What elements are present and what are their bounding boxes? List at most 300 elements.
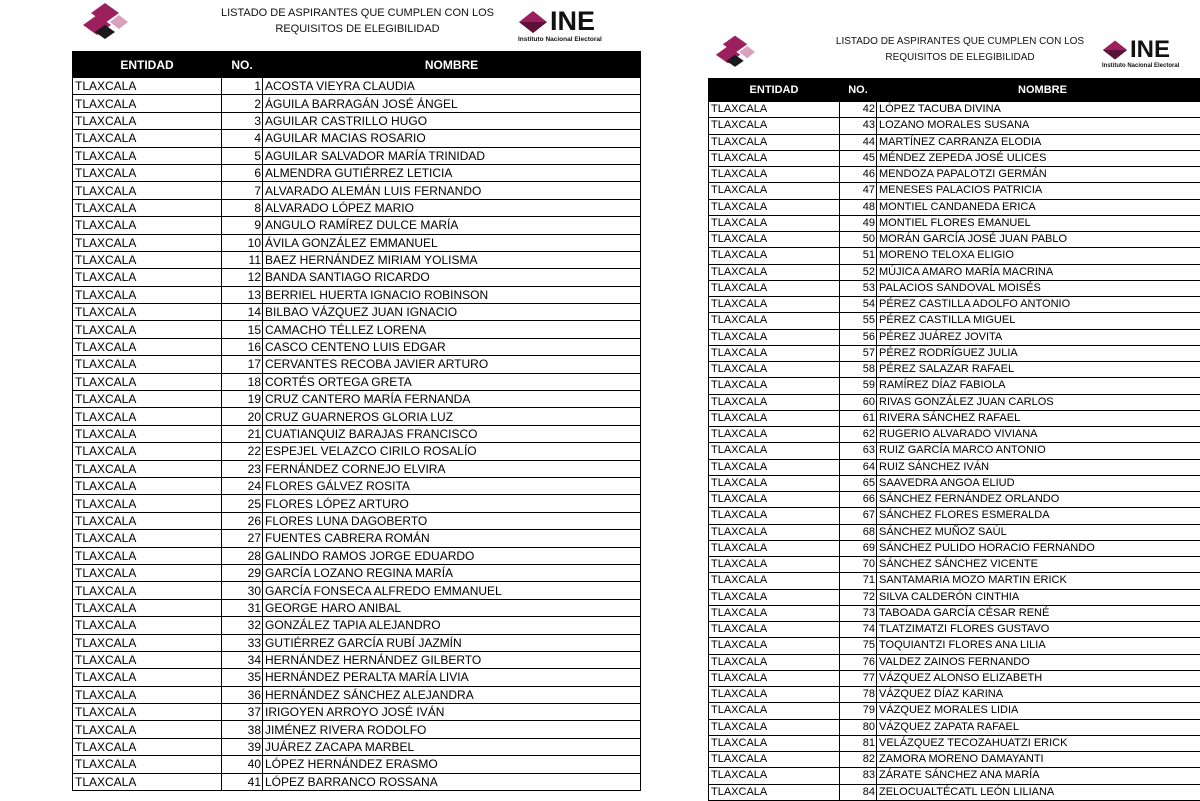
ine-wordmark: INE [1130,38,1170,62]
table-row [73,704,641,721]
table-row [709,654,1200,670]
cell-entidad: TLAXCALA [73,217,222,234]
cell-entidad: TLAXCALA [709,752,840,768]
ine-diamond-icon [518,11,548,33]
table-row [709,752,1200,768]
table-row [73,78,641,95]
cell-nombre: AGUILAR CASTRILLO HUGO [263,112,641,129]
cell-entidad: TLAXCALA [73,686,222,703]
cell-entidad: TLAXCALA [709,540,840,556]
table-row [709,118,1200,134]
document-title-line2: REQUISITOS DE ELEGIBILIDAD [205,21,510,37]
table-row [73,217,641,234]
cell-no: 83 [840,768,877,784]
cell-entidad: TLAXCALA [709,703,840,719]
cell-no: 8 [222,199,263,216]
table-row [73,738,641,755]
cell-entidad: TLAXCALA [73,495,222,512]
cell-no: 34 [222,651,263,668]
cell-no: 81 [840,735,877,751]
cell-nombre: ESPEJEL VELAZCO CIRILO ROSALÍO [263,443,641,460]
cell-nombre: PÉREZ SALAZAR RAFAEL [877,362,1200,378]
cell-nombre: PÉREZ RODRÍGUEZ JULIA [877,345,1200,361]
diamond-logo-icon [82,3,128,43]
cell-entidad: TLAXCALA [73,182,222,199]
table-row [709,443,1200,459]
cell-no: 25 [222,495,263,512]
cell-no: 80 [840,719,877,735]
table-row [709,670,1200,686]
cell-entidad: TLAXCALA [73,634,222,651]
cell-no: 15 [222,321,263,338]
cell-nombre: GARCÍA FONSECA ALFREDO EMMANUEL [263,582,641,599]
table-row [73,199,641,216]
cell-no: 38 [222,721,263,738]
cell-entidad: TLAXCALA [73,130,222,147]
cell-no: 82 [840,752,877,768]
cell-no: 73 [840,605,877,621]
cell-entidad: TLAXCALA [73,321,222,338]
table-row [73,530,641,547]
cell-no: 49 [840,215,877,231]
cell-entidad: TLAXCALA [73,512,222,529]
cell-no: 1 [222,78,263,95]
cell-entidad: TLAXCALA [73,373,222,390]
table-row [73,234,641,251]
cell-no: 54 [840,297,877,313]
cell-nombre: ALVARADO ALEMÁN LUIS FERNANDO [263,182,641,199]
table-row [73,373,641,390]
cell-entidad: TLAXCALA [709,264,840,280]
cell-entidad: TLAXCALA [709,443,840,459]
cell-entidad: TLAXCALA [709,784,840,800]
cell-nombre: CRUZ CANTERO MARÍA FERNANDA [263,391,641,408]
table-row [73,95,641,112]
table-row [73,304,641,321]
cell-nombre: CAMACHO TÉLLEZ LORENA [263,321,641,338]
cell-entidad: TLAXCALA [73,199,222,216]
table-row [73,164,641,181]
cell-nombre: HERNÁNDEZ PERALTA MARÍA LIVIA [263,669,641,686]
cell-entidad: TLAXCALA [73,338,222,355]
cell-no: 67 [840,508,877,524]
cell-entidad: TLAXCALA [73,617,222,634]
cell-no: 29 [222,564,263,581]
cell-entidad: TLAXCALA [709,394,840,410]
column-header-entidad: ENTIDAD [709,79,840,102]
cell-no: 9 [222,217,263,234]
cell-nombre: LOZANO MORALES SUSANA [877,118,1200,134]
table-row [709,199,1200,215]
cell-no: 56 [840,329,877,345]
cell-no: 36 [222,686,263,703]
table-row [73,756,641,773]
table-row [709,215,1200,231]
cell-nombre: PALACIOS SANDOVAL MOISÉS [877,280,1200,296]
table-header-row [709,79,1200,102]
cell-entidad: TLAXCALA [73,756,222,773]
cell-nombre: IRIGOYEN ARROYO JOSÉ IVÁN [263,704,641,721]
cell-entidad: TLAXCALA [709,719,840,735]
cell-entidad: TLAXCALA [709,589,840,605]
cell-entidad: TLAXCALA [709,183,840,199]
document-title-line1: LISTADO DE ASPIRANTES QUE CUMPLEN CON LOS [205,5,510,21]
cell-nombre: LÓPEZ BARRANCO ROSSANA [263,773,641,790]
cell-no: 17 [222,356,263,373]
cell-no: 6 [222,164,263,181]
table-row [709,280,1200,296]
table-row [709,492,1200,508]
table-row [73,321,641,338]
cell-nombre: BANDA SANTIAGO RICARDO [263,269,641,286]
cell-no: 11 [222,251,263,268]
table-row [709,150,1200,166]
cell-entidad: TLAXCALA [709,735,840,751]
cell-nombre: ALMENDRA GUTIÉRREZ LETICIA [263,164,641,181]
cell-nombre: CUATIANQUIZ BARAJAS FRANCISCO [263,425,641,442]
cell-entidad: TLAXCALA [73,530,222,547]
cell-nombre: SILVA CALDERÓN CINTHIA [877,589,1200,605]
cell-nombre: PÉREZ JUÁREZ JOVITA [877,329,1200,345]
table-row [709,540,1200,556]
table-row [73,669,641,686]
cell-nombre: MORÁN GARCÍA JOSÉ JUAN PABLO [877,232,1200,248]
cell-no: 23 [222,460,263,477]
cell-nombre: BILBAO VÁZQUEZ JUAN IGNACIO [263,304,641,321]
table-row [73,269,641,286]
cell-nombre: TLATZIMATZI FLORES GUSTAVO [877,622,1200,638]
column-header-nombre: NOMBRE [263,52,641,78]
cell-no: 75 [840,638,877,654]
table-row [73,721,641,738]
cell-entidad: TLAXCALA [709,573,840,589]
cell-no: 14 [222,304,263,321]
cell-nombre: MONTIEL FLORES EMANUEL [877,215,1200,231]
cell-no: 77 [840,670,877,686]
cell-no: 31 [222,599,263,616]
document-title [205,5,510,37]
cell-nombre: MENESES PALACIOS PATRICIA [877,183,1200,199]
cell-nombre: MÚJICA AMARO MARÍA MACRINA [877,264,1200,280]
table-row [709,687,1200,703]
cell-no: 26 [222,512,263,529]
table-row [709,362,1200,378]
cell-nombre: SAAVEDRA ANGOA ELIUD [877,475,1200,491]
cell-nombre: AGUILAR MACIAS ROSARIO [263,130,641,147]
cell-nombre: RUIZ GARCÍA MARCO ANTONIO [877,443,1200,459]
cell-no: 20 [222,408,263,425]
table-row [709,524,1200,540]
cell-no: 19 [222,391,263,408]
table-row [73,356,641,373]
cell-nombre: JUÁREZ ZACAPA MARBEL [263,738,641,755]
cell-nombre: ZELOCUALTÉCATL LEÓN LILIANA [877,784,1200,800]
cell-entidad: TLAXCALA [709,638,840,654]
cell-entidad: TLAXCALA [709,362,840,378]
cell-no: 64 [840,459,877,475]
cell-entidad: TLAXCALA [709,687,840,703]
cell-no: 21 [222,425,263,442]
table-row [73,147,641,164]
cell-nombre: VÁZQUEZ DÍAZ KARINA [877,687,1200,703]
cell-nombre: SÁNCHEZ FERNÁNDEZ ORLANDO [877,492,1200,508]
cell-nombre: RIVERA SÁNCHEZ RAFAEL [877,410,1200,426]
cell-no: 7 [222,182,263,199]
table-row [73,617,641,634]
cell-nombre: VELÁZQUEZ TECOZAHUATZI ERICK [877,735,1200,751]
cell-no: 84 [840,784,877,800]
cell-nombre: PÉREZ CASTILLA MIGUEL [877,313,1200,329]
cell-nombre: LÓPEZ TACUBA DIVINA [877,102,1200,118]
cell-entidad: TLAXCALA [709,557,840,573]
cell-nombre: TOQUIANTZI FLORES ANA LILIA [877,638,1200,654]
table-row [73,182,641,199]
cell-entidad: TLAXCALA [709,670,840,686]
table-row [709,248,1200,264]
ine-subtitle: Instituto Nacional Electoral [1102,63,1200,69]
cell-entidad: TLAXCALA [709,215,840,231]
table-row [709,475,1200,491]
cell-entidad: TLAXCALA [709,508,840,524]
cell-entidad: TLAXCALA [709,475,840,491]
cell-no: 47 [840,183,877,199]
cell-nombre: ANGULO RAMÍREZ DULCE MARÍA [263,217,641,234]
cell-entidad: TLAXCALA [709,492,840,508]
table-row [709,703,1200,719]
cell-nombre: MÉNDEZ ZEPEDA JOSÉ ULICES [877,150,1200,166]
cell-nombre: RUGERIO ALVARADO VIVIANA [877,427,1200,443]
cell-nombre: SÁNCHEZ MUÑOZ SAÚL [877,524,1200,540]
cell-no: 4 [222,130,263,147]
table-row [709,508,1200,524]
table-row [73,338,641,355]
cell-entidad: TLAXCALA [73,599,222,616]
cell-nombre: RAMÍREZ DÍAZ FABIOLA [877,378,1200,394]
cell-entidad: TLAXCALA [709,102,840,118]
cell-no: 62 [840,427,877,443]
cell-nombre: BERRIEL HUERTA IGNACIO ROBINSON [263,286,641,303]
cell-entidad: TLAXCALA [73,704,222,721]
cell-nombre: FLORES LÓPEZ ARTURO [263,495,641,512]
cell-no: 10 [222,234,263,251]
cell-nombre: TABOADA GARCÍA CÉSAR RENÉ [877,605,1200,621]
ine-diamond-icon [1102,40,1128,60]
table-row [709,102,1200,118]
ine-logo [518,8,630,43]
cell-nombre: HERNÁNDEZ HERNÁNDEZ GILBERTO [263,651,641,668]
cell-no: 71 [840,573,877,589]
table-row [709,329,1200,345]
cell-entidad: TLAXCALA [709,768,840,784]
table-row [73,251,641,268]
cell-no: 22 [222,443,263,460]
table-row [709,427,1200,443]
cell-no: 60 [840,394,877,410]
cell-nombre: VÁZQUEZ MORALES LIDIA [877,703,1200,719]
cell-entidad: TLAXCALA [73,234,222,251]
cell-nombre: FUENTES CABRERA ROMÁN [263,530,641,547]
cell-nombre: SANTAMARIA MOZO MARTIN ERICK [877,573,1200,589]
table-row [709,378,1200,394]
cell-no: 70 [840,557,877,573]
cell-no: 57 [840,345,877,361]
cell-nombre: RUIZ SÁNCHEZ IVÁN [877,459,1200,475]
table-row [709,735,1200,751]
cell-entidad: TLAXCALA [73,251,222,268]
table-row [73,286,641,303]
cell-entidad: TLAXCALA [73,356,222,373]
document-title [820,34,1100,66]
cell-no: 16 [222,338,263,355]
table-row [709,345,1200,361]
cell-no: 68 [840,524,877,540]
cell-nombre: VÁZQUEZ ZAPATA RAFAEL [877,719,1200,735]
cell-nombre: FLORES GÁLVEZ ROSITA [263,477,641,494]
cell-no: 27 [222,530,263,547]
cell-entidad: TLAXCALA [73,547,222,564]
cell-entidad: TLAXCALA [709,199,840,215]
cell-entidad: TLAXCALA [73,391,222,408]
cell-nombre: SÁNCHEZ SÁNCHEZ VICENTE [877,557,1200,573]
cell-nombre: SÁNCHEZ PULIDO HORACIO FERNANDO [877,540,1200,556]
cell-no: 2 [222,95,263,112]
cell-no: 58 [840,362,877,378]
cell-no: 48 [840,199,877,215]
cell-entidad: TLAXCALA [73,112,222,129]
cell-nombre: HERNÁNDEZ SÁNCHEZ ALEJANDRA [263,686,641,703]
cell-entidad: TLAXCALA [709,410,840,426]
table-row [709,167,1200,183]
cell-nombre: GARCÍA LOZANO REGINA MARÍA [263,564,641,581]
cell-entidad: TLAXCALA [709,280,840,296]
cell-no: 28 [222,547,263,564]
cell-nombre: GUTIÉRREZ GARCÍA RUBÍ JAZMÍN [263,634,641,651]
table-row [73,651,641,668]
table-row [709,589,1200,605]
cell-entidad: TLAXCALA [73,669,222,686]
roster-table-left [72,51,641,791]
table-row [73,460,641,477]
table-row [73,477,641,494]
diamond-logo-icon [715,35,755,71]
cell-no: 63 [840,443,877,459]
cell-nombre: ACOSTA VIEYRA CLAUDIA [263,78,641,95]
cell-entidad: TLAXCALA [73,78,222,95]
cell-no: 53 [840,280,877,296]
cell-entidad: TLAXCALA [73,95,222,112]
cell-no: 50 [840,232,877,248]
cell-no: 35 [222,669,263,686]
cell-entidad: TLAXCALA [73,651,222,668]
table-row [73,686,641,703]
cell-no: 76 [840,654,877,670]
cell-nombre: MORENO TELOXA ELIGIO [877,248,1200,264]
table-row [709,784,1200,800]
ine-logo [1102,38,1200,69]
cell-nombre: CASCO CENTENO LUIS EDGAR [263,338,641,355]
table-row [73,112,641,129]
cell-entidad: TLAXCALA [709,167,840,183]
cell-nombre: MARTÍNEZ CARRANZA ELODIA [877,134,1200,150]
cell-entidad: TLAXCALA [709,150,840,166]
cell-nombre: BAEZ HERNÁNDEZ MIRIAM YOLISMA [263,251,641,268]
cell-entidad: TLAXCALA [73,408,222,425]
cell-no: 55 [840,313,877,329]
cell-no: 46 [840,167,877,183]
cell-no: 13 [222,286,263,303]
cell-entidad: TLAXCALA [709,345,840,361]
cell-entidad: TLAXCALA [73,582,222,599]
cell-entidad: TLAXCALA [709,378,840,394]
cell-no: 44 [840,134,877,150]
table-row [709,264,1200,280]
cell-entidad: TLAXCALA [709,654,840,670]
cell-no: 18 [222,373,263,390]
cell-entidad: TLAXCALA [73,443,222,460]
table-row [73,425,641,442]
table-row [73,443,641,460]
cell-entidad: TLAXCALA [73,425,222,442]
cell-entidad: TLAXCALA [709,329,840,345]
cell-nombre: GEORGE HARO ANIBAL [263,599,641,616]
cell-entidad: TLAXCALA [709,297,840,313]
table-row [73,773,641,790]
cell-no: 37 [222,704,263,721]
cell-nombre: MONTIEL CANDANEDA ERICA [877,199,1200,215]
table-row [709,605,1200,621]
cell-nombre: VÁZQUEZ ALONSO ELIZABETH [877,670,1200,686]
ine-subtitle: Instituto Nacional Electoral [518,36,630,43]
cell-no: 65 [840,475,877,491]
cell-entidad: TLAXCALA [73,773,222,790]
table-row [73,495,641,512]
cell-nombre: SÁNCHEZ FLORES ESMERALDA [877,508,1200,524]
cell-entidad: TLAXCALA [73,269,222,286]
cell-entidad: TLAXCALA [73,286,222,303]
document-title-line1: LISTADO DE ASPIRANTES QUE CUMPLEN CON LOS [820,34,1100,50]
cell-no: 5 [222,147,263,164]
table-row [709,394,1200,410]
cell-nombre: ZÁRATE SÁNCHEZ ANA MARÍA [877,768,1200,784]
cell-nombre: ZAMORA MORENO DAMAYANTI [877,752,1200,768]
cell-nombre: GALINDO RAMOS JORGE EDUARDO [263,547,641,564]
table-row [709,297,1200,313]
table-row [709,719,1200,735]
cell-entidad: TLAXCALA [709,248,840,264]
cell-entidad: TLAXCALA [709,427,840,443]
table-header-row [73,52,641,78]
cell-entidad: TLAXCALA [73,477,222,494]
cell-entidad: TLAXCALA [709,622,840,638]
cell-entidad: TLAXCALA [73,304,222,321]
cell-nombre: LÓPEZ HERNÁNDEZ ERASMO [263,756,641,773]
cell-no: 74 [840,622,877,638]
cell-no: 41 [222,773,263,790]
column-header-no: NO. [222,52,263,78]
column-header-nombre: NOMBRE [877,79,1200,102]
cell-entidad: TLAXCALA [709,134,840,150]
table-row [709,638,1200,654]
cell-no: 72 [840,589,877,605]
table-row [709,134,1200,150]
cell-nombre: JIMÉNEZ RIVERA RODOLFO [263,721,641,738]
table-row [709,313,1200,329]
cell-nombre: AGUILAR SALVADOR MARÍA TRINIDAD [263,147,641,164]
cell-nombre: GONZÁLEZ TAPIA ALEJANDRO [263,617,641,634]
table-row [73,408,641,425]
table-row [709,557,1200,573]
cell-entidad: TLAXCALA [73,460,222,477]
